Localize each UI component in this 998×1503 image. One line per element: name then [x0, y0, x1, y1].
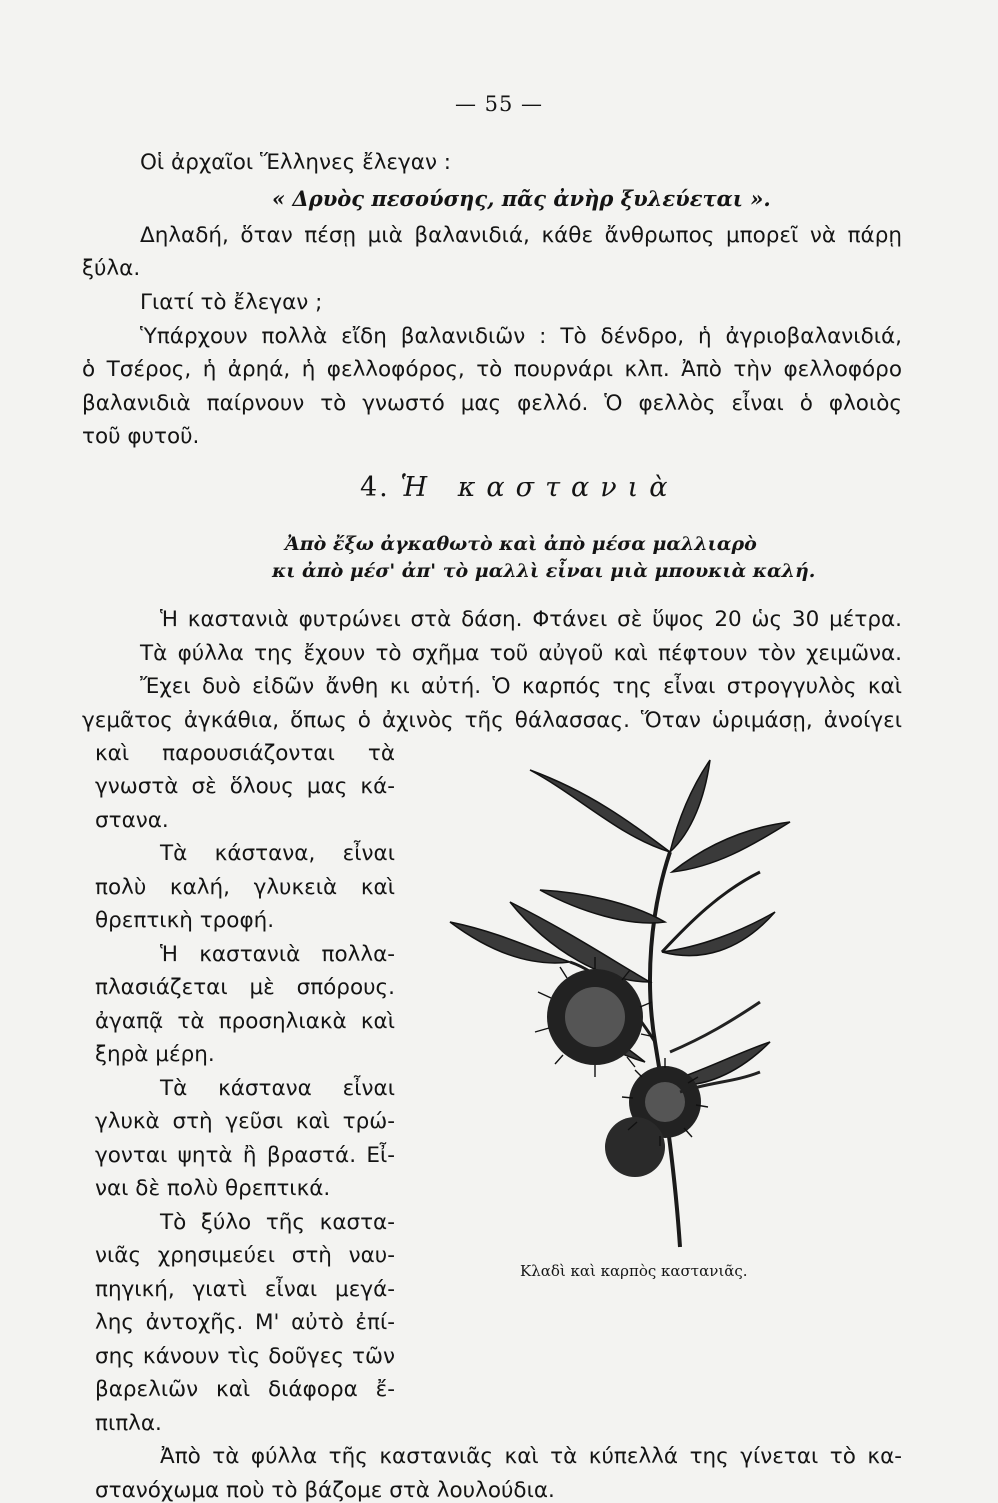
text-line: βαλανιδιὰ παίρνουν τὸ γνωστό μας φελλό. Ὁ φελλὸς εἶναι ὁ φλοιὸς — [82, 391, 902, 416]
text-line: τοῦ φυτοῦ. — [82, 424, 200, 449]
section-number: 4. — [360, 472, 390, 503]
epigraph-line: κι ἀπὸ μέσ' ἀπ' τὸ μαλλὶ εἶναι μιὰ μπουκιὰ καλή. — [272, 560, 816, 582]
column-line: νιᾶς χρησιμεύει στὴ ναυ- — [95, 1243, 395, 1268]
text-line: Ἔχει δυὸ εἰδῶν ἄνθη κι αὐτή. Ὁ καρπός της εἶναι στρογγυλὸς καὶ — [140, 674, 902, 699]
column-line: Τὸ ξύλο τῆς καστα- — [160, 1210, 395, 1235]
column-line: γονται ψητὰ ἢ βραστά. Εἶ- — [95, 1143, 395, 1168]
column-line: βαρελιῶν καὶ διάφορα ἔ- — [95, 1377, 395, 1402]
column-line: θρεπτικὴ τροφή. — [95, 908, 275, 933]
column-line: πλασιάζεται μὲ σπόρους. — [95, 975, 395, 1000]
column-line: γνωστὰ σὲ ὅλους μας κά- — [95, 774, 395, 799]
column-line: λης ἀντοχῆς. Μ' αὐτὸ ἐπί- — [95, 1310, 395, 1335]
figure-caption: Κλαδὶ καὶ καρπὸς καστανιᾶς. — [520, 1262, 748, 1280]
text-line: Ὑπάρχουν πολλὰ εἴδη βαλανιδιῶν : Τὸ δένδρο, ἡ ἀγριοβαλανιδιά, — [140, 324, 902, 349]
column-line: Τὰ κάστανα εἶναι — [160, 1076, 395, 1101]
column-line: ἀγαπᾷ τὰ προσηλιακὰ καὶ — [95, 1009, 395, 1034]
column-line: Ἡ καστανιὰ πολλα- — [160, 942, 395, 967]
column-line: πηγική, γιατὶ εἶναι μεγά- — [95, 1277, 395, 1302]
column-line: στανα. — [95, 808, 169, 833]
text-line: Ἡ καστανιὰ φυτρώνει στὰ δάση. Φτάνει σὲ ὕψος 20 ὡς 30 μέτρα. — [160, 607, 902, 632]
text-line: Τὰ φύλλα της ἔχουν τὸ σχῆμα τοῦ αὐγοῦ καὶ πέφτουν τὸν χειμῶνα. — [140, 641, 902, 666]
chestnut-branch-illustration — [430, 752, 800, 1252]
column-line: Τὰ κάστανα, εἶναι — [160, 841, 395, 866]
page-number: — 55 — — [454, 92, 544, 116]
text-line: ὁ Τσέρος, ἡ ἀρηά, ἡ φελλοφόρος, τὸ πουρνάρι κλπ. Ἀπὸ τὴν φελλοφόρο — [82, 357, 902, 382]
column-line: γλυκὰ στὴ γεῦσι καὶ τρώ- — [95, 1109, 395, 1134]
epigraph-line: Ἀπὸ ἔξω ἀγκαθωτὸ καὶ ἀπὸ μέσα μαλλιαρὸ — [285, 533, 757, 555]
text-line: Οἱ ἀρχαῖοι Ἕλληνες ἔλεγαν : — [140, 150, 452, 175]
text-line: γεμᾶτος ἀγκάθια, ὅπως ὁ ἀχινὸς τῆς θάλασσας. Ὅταν ὡριμάσῃ, ἀνοίγει — [82, 708, 902, 733]
section-title: Ἡ καστανιὰ — [400, 472, 679, 503]
text-line: ξύλα. — [82, 256, 141, 281]
text-line: Ἀπὸ τὰ φύλλα τῆς καστανιᾶς καὶ τὰ κύπελλά της γίνεται τὸ κα- — [160, 1444, 902, 1469]
proverb-line: « Δρυὸς πεσούσης, πᾶς ἀνὴρ ξυλεύεται ». — [272, 186, 771, 211]
text-line: Γιατί τὸ ἔλεγαν ; — [140, 290, 323, 315]
column-line: καὶ παρουσιάζονται τὰ — [95, 741, 395, 766]
text-line: στανόχωμα ποὺ τὸ βάζομε στὰ λουλούδια. — [95, 1478, 555, 1503]
column-line: ναι δὲ πολὺ θρεπτικά. — [95, 1176, 331, 1201]
column-line: ξηρὰ μέρη. — [95, 1042, 215, 1067]
text-line: Δηλαδή, ὅταν πέσῃ μιὰ βαλανιδιά, κάθε ἄνθρωπος μπορεῖ νὰ πάρῃ — [140, 223, 902, 248]
section-heading — [360, 472, 680, 503]
column-line: πολὺ καλή, γλυκειὰ καὶ — [95, 875, 395, 900]
column-line: σης κάνουν τὶς δοῦγες τῶν — [95, 1344, 395, 1369]
column-line: πιπλα. — [95, 1411, 162, 1436]
